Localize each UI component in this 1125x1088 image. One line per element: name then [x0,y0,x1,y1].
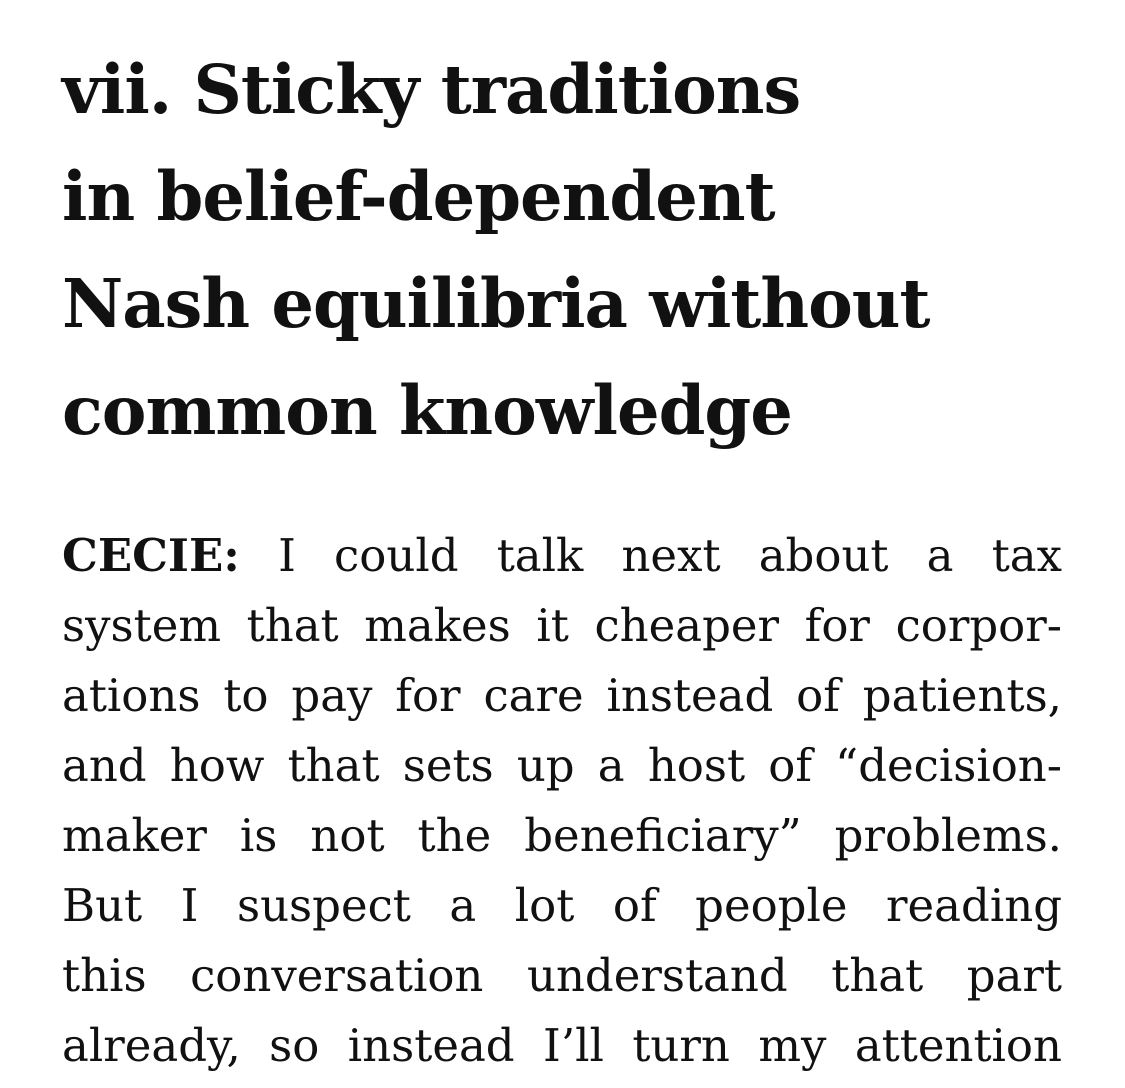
paragraph-line: system that makes it cheaper for corpor- [62,599,1062,652]
heading-line: common knowledge [62,371,792,450]
section-heading [62,36,1062,464]
heading-line: vii. Sticky traditions [62,50,801,129]
paragraph-line: But I suspect a lot of people reading [62,879,1062,932]
paragraph-line: this conversation understand that part [62,949,1062,1002]
paragraph-line: maker is not the beneficiary” problems. [62,809,1062,862]
paragraph-line: already, so instead I’ll turn my attention [62,1019,1062,1072]
paragraph-line: ations to pay for care instead of patients, [62,669,1062,722]
dialogue-paragraph [62,521,1062,1081]
heading-line: Nash equilibria without [62,264,930,343]
paragraph-line-text: I could talk next about a tax [278,529,1062,582]
speaker-label: CECIE: [62,529,240,582]
paragraph-line: and how that sets up a host of “decision- [62,739,1062,792]
heading-line: in belief-dependent [62,157,775,236]
paragraph-line [62,521,1062,591]
